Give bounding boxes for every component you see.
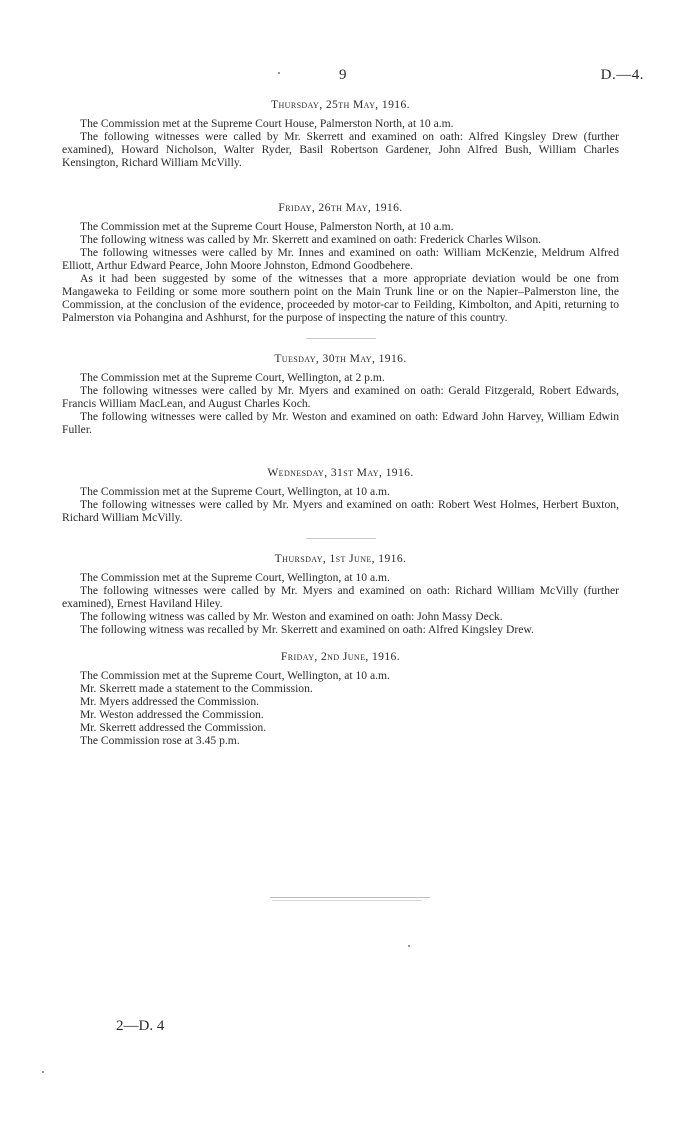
date-heading: Thursday, 25th May, 1916.: [271, 98, 410, 111]
date-heading: Friday, 26th May, 1916.: [278, 201, 403, 214]
paragraph: The following witnesses were called by Mr. Innes and examined on oath: William McKenzie, Meldrum Alfred Elliott, Arthur Edward Pearce, John Moore Johnston, Edmond Goodbehere.: [62, 246, 619, 272]
spacer: [62, 636, 619, 650]
minutes-entry: [62, 650, 619, 747]
scan-speck: [42, 1071, 44, 1073]
paragraph: The Commission met at the Supreme Court House, Palmerston North, at 10 a.m.: [80, 117, 454, 130]
paragraph: Mr. Skerrett addressed the Commission.: [80, 721, 267, 734]
paragraph: Mr. Weston addressed the Commission.: [80, 708, 264, 721]
paragraph: The Commission met at the Supreme Court, Wellington, at 2 p.m.: [80, 371, 385, 384]
document-reference: D.—4.: [600, 67, 644, 83]
paragraph: The following witnesses were called by Mr. Myers and examined on oath: Robert West Holmes, Herbert Buxton, Richard William McVilly.: [62, 498, 619, 524]
paragraph: The following witness was called by Mr. Skerrett and examined on oath: Frederick Charles Wilson.: [80, 233, 542, 246]
minutes-entry: [62, 352, 619, 436]
section-separator: [62, 324, 619, 352]
date-heading: Tuesday, 30th May, 1916.: [274, 352, 407, 365]
minutes-entry: [62, 552, 619, 636]
minutes-entry: [62, 98, 619, 169]
paragraph: The following witnesses were called by Mr. Myers and examined on oath: Gerald Fitzgerald, Robert Edwards, Francis William MacLean, and August Charles Koch.: [62, 384, 619, 410]
printer-signature-mark: 2—D. 4: [116, 1018, 165, 1034]
paragraph: The following witnesses were called by Mr. Weston and examined on oath: Edward John Harvey, William Edwin Fuller.: [62, 410, 619, 436]
paragraph: The following witnesses were called by Mr. Myers and examined on oath: Richard William McVilly (further examined), Ernest Haviland Hiley.: [62, 584, 619, 610]
paragraph: Mr. Myers addressed the Commission.: [80, 695, 260, 708]
paragraph: The following witnesses were called by Mr. Skerrett and examined on oath: Alfred Kingsley Drew (further examined), Howard Nicholson, Walter Ryder, Basil Robertson Gardener, John Alfred Bush, William Charles Kensington, Richard William McVilly.: [62, 130, 619, 169]
paragraph: The Commission met at the Supreme Court, Wellington, at 10 a.m.: [80, 485, 390, 498]
spacer: [62, 169, 619, 201]
paragraph: The Commission met at the Supreme Court House, Palmerston North, at 10 a.m.: [80, 220, 454, 233]
date-heading: Friday, 2nd June, 1916.: [280, 650, 401, 663]
paragraph: The Commission rose at 3.45 p.m.: [80, 734, 240, 747]
paragraph: The following witness was called by Mr. Weston and examined on oath: John Massy Deck.: [80, 610, 503, 623]
closing-rule: [272, 900, 422, 901]
paragraph: The Commission met at the Supreme Court, Wellington, at 10 a.m.: [80, 571, 390, 584]
closing-rule: [270, 897, 430, 898]
paragraph: As it had been suggested by some of the witnesses that a more appropriate deviation would be one from Mangaweka to Feilding or some more southern point on the Main Trunk line or on the Napier–Palmerston line, the Commission, at the conclusion of the evidence, proceeded by motor-car to Feilding, Kimbolton, and Apiti, returning to Palmerston via Pohangina and Ashhurst, for the purpose of inspecting the nature of this country.: [62, 272, 619, 324]
minutes-entry: [62, 201, 619, 324]
spacer: [62, 436, 619, 466]
date-heading: Wednesday, 31st May, 1916.: [267, 466, 414, 479]
document-body: [62, 98, 619, 747]
minutes-entry: [62, 466, 619, 524]
scan-speck: [278, 72, 280, 74]
section-separator: [62, 524, 619, 552]
date-heading: Thursday, 1st June, 1916.: [274, 552, 407, 565]
paragraph: The Commission met at the Supreme Court, Wellington, at 10 a.m.: [80, 669, 390, 682]
scan-speck: [408, 945, 410, 947]
paragraph: Mr. Skerrett made a statement to the Commission.: [80, 682, 313, 695]
paragraph: The following witness was recalled by Mr. Skerrett and examined on oath: Alfred Kingsley Drew.: [80, 623, 534, 636]
page-number: 9: [339, 67, 347, 83]
